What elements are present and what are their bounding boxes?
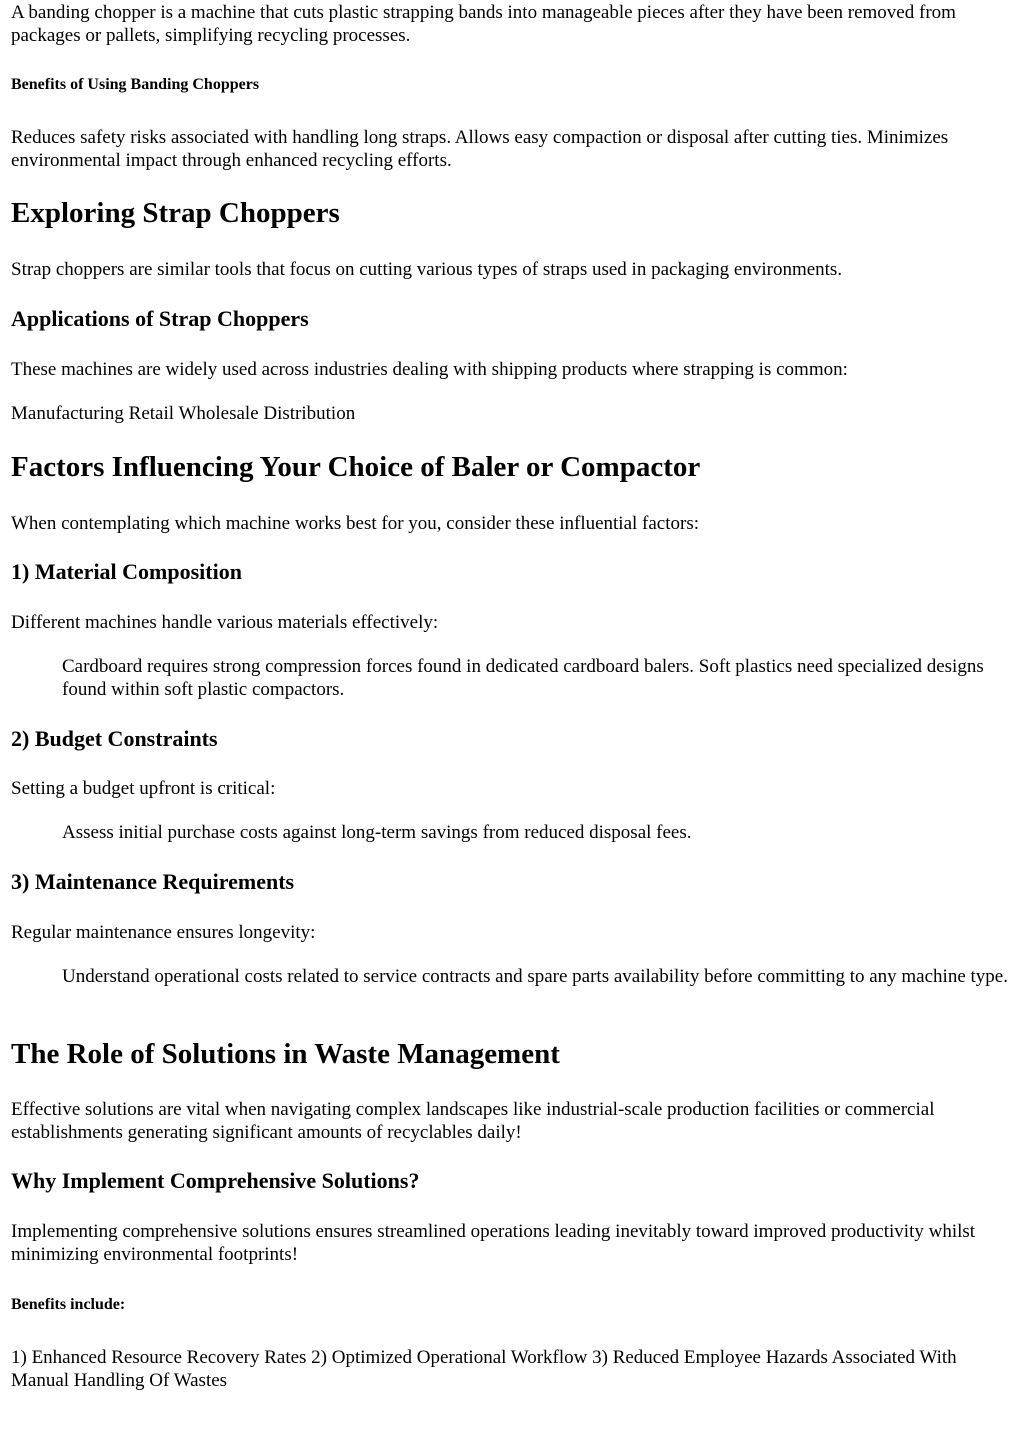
industries-list: Manufacturing Retail Wholesale Distribution bbox=[11, 403, 356, 424]
benefits-include-heading: Benefits include: bbox=[11, 1296, 126, 1313]
applications-paragraph: These machines are widely used across industries dealing with shipping products where strapping is common: bbox=[11, 359, 848, 380]
budget-constraints-heading: 2) Budget Constraints bbox=[11, 726, 218, 751]
strap-choppers-heading: Exploring Strap Choppers bbox=[11, 197, 340, 229]
strap-choppers-paragraph: Strap choppers are similar tools that focus on cutting various types of straps used in packaging environments. bbox=[11, 259, 843, 280]
budget-constraints-quote: Assess initial purchase costs against long-term savings from reduced disposal fees. bbox=[62, 822, 692, 843]
budget-constraints-paragraph: Setting a budget upfront is critical: bbox=[11, 778, 276, 799]
material-composition-heading: 1) Material Composition bbox=[11, 559, 242, 584]
maintenance-quote: Understand operational costs related to service contracts and spare parts availability before committing to any machine type. bbox=[62, 966, 1008, 987]
role-of-solutions-paragraph: Effective solutions are vital when navigating complex landscapes like industrial-scale production facilities or commercial establishments generating significant amounts of recyclables daily! bbox=[11, 1099, 935, 1143]
benefits-list: 1) Enhanced Resource Recovery Rates 2) Optimized Operational Workflow 3) Reduced Employee Hazards Associated With Manual Handling Of Wastes bbox=[11, 1347, 957, 1391]
why-implement-heading: Why Implement Comprehensive Solutions? bbox=[11, 1168, 420, 1193]
applications-heading: Applications of Strap Choppers bbox=[11, 306, 309, 331]
banding-benefits-paragraph: Reduces safety risks associated with handling long straps. Allows easy compaction or disposal after cutting ties. Minimizes environmental impact through enhanced recycling efforts. bbox=[11, 127, 949, 171]
factors-paragraph: When contemplating which machine works best for you, consider these influential factors: bbox=[11, 513, 700, 534]
material-composition-paragraph: Different machines handle various materials effectively: bbox=[11, 612, 439, 633]
material-composition-quote: Cardboard requires strong compression forces found in dedicated cardboard balers. Soft plastics need specialized designs found within soft plastic compactors. bbox=[62, 656, 984, 700]
intro-paragraph: A banding chopper is a machine that cuts plastic strapping bands into manageable pieces after they have been removed from packages or pallets, simplifying recycling processes. bbox=[11, 2, 956, 46]
why-implement-paragraph: Implementing comprehensive solutions ensures streamlined operations leading inevitably toward improved productivity whilst minimizing environmental footprints! bbox=[11, 1221, 976, 1265]
role-of-solutions-heading: The Role of Solutions in Waste Management bbox=[11, 1038, 560, 1070]
maintenance-heading: 3) Maintenance Requirements bbox=[11, 869, 295, 894]
banding-benefits-heading: Benefits of Using Banding Choppers bbox=[11, 76, 260, 93]
factors-heading: Factors Influencing Your Choice of Baler or Compactor bbox=[11, 451, 701, 483]
maintenance-paragraph: Regular maintenance ensures longevity: bbox=[11, 922, 316, 943]
